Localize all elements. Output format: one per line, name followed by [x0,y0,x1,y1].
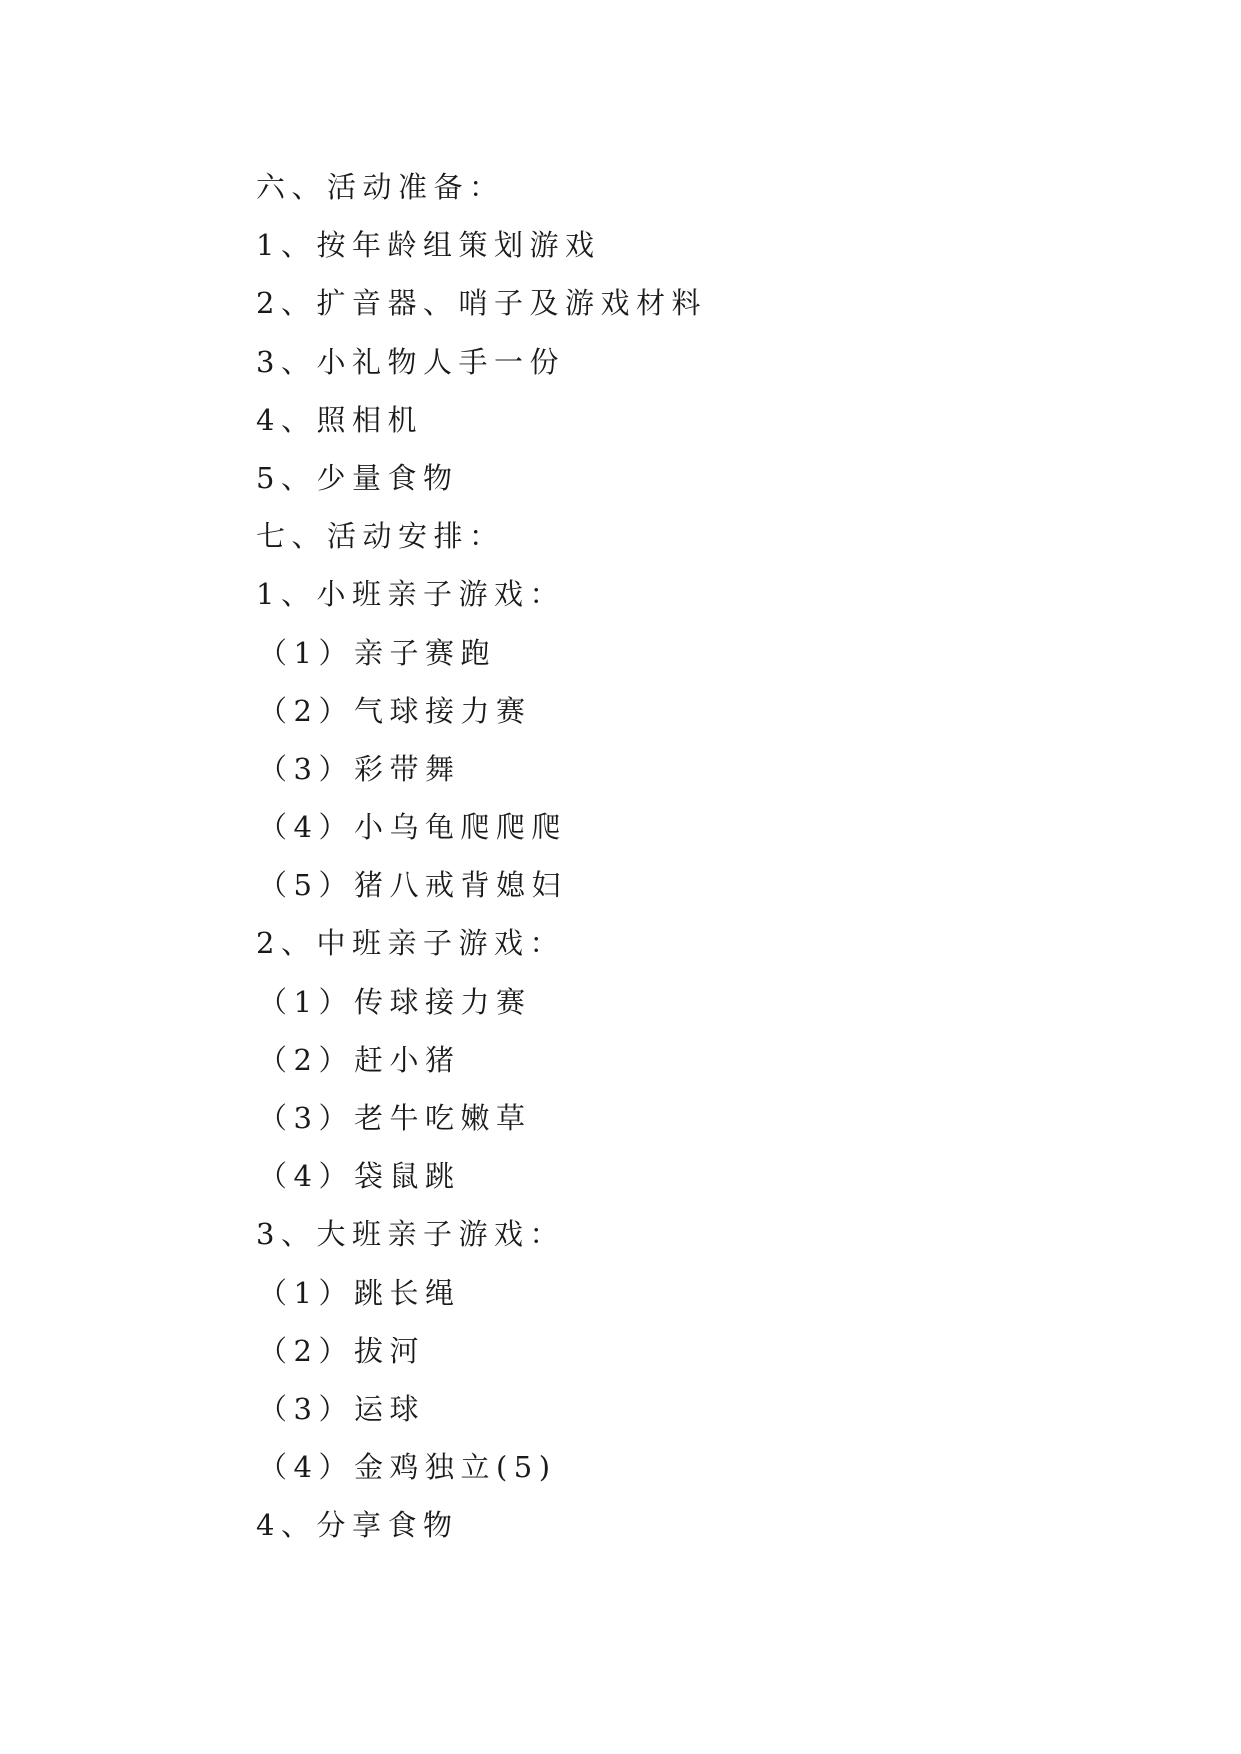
list-item: 1、按年龄组策划游戏 [256,228,601,263]
section-heading-preparation: 六、活动准备： [256,170,505,204]
section-heading-schedule: 七、活动安排： [256,519,505,554]
large-class-title: 3、大班亲子游戏： [256,1217,565,1252]
game-item: （4）金鸡独立(5) [258,1450,557,1485]
game-item: （2）拔河 [258,1333,425,1368]
game-item: （4）袋鼠跳 [258,1159,461,1194]
list-item: 5、少量食物 [256,460,459,495]
game-item: （2）赶小猪 [258,1042,461,1077]
game-item: （1）跳长绳 [258,1275,461,1310]
list-item: 4、照相机 [256,402,423,437]
game-item: （1）亲子赛跑 [258,635,496,670]
game-item: （3）运球 [258,1391,425,1426]
list-item: 2、扩音器、哨子及游戏材料 [256,286,707,321]
document-body [256,158,1056,1555]
game-item: （3）彩带舞 [258,751,461,786]
middle-class-title: 2、中班亲子游戏： [256,926,565,961]
small-class-title: 1、小班亲子游戏： [256,577,565,612]
share-food-item: 4、分享食物 [256,1508,459,1543]
game-item: （4）小乌龟爬爬爬 [258,810,567,845]
game-item: （3）老牛吃嫩草 [258,1101,532,1135]
game-item: （5）猪八戒背媳妇 [258,868,567,903]
game-item: （1）传球接力赛 [258,984,532,1019]
game-item: （2）气球接力赛 [258,693,532,728]
list-item: 3、小礼物人手一份 [256,344,565,379]
